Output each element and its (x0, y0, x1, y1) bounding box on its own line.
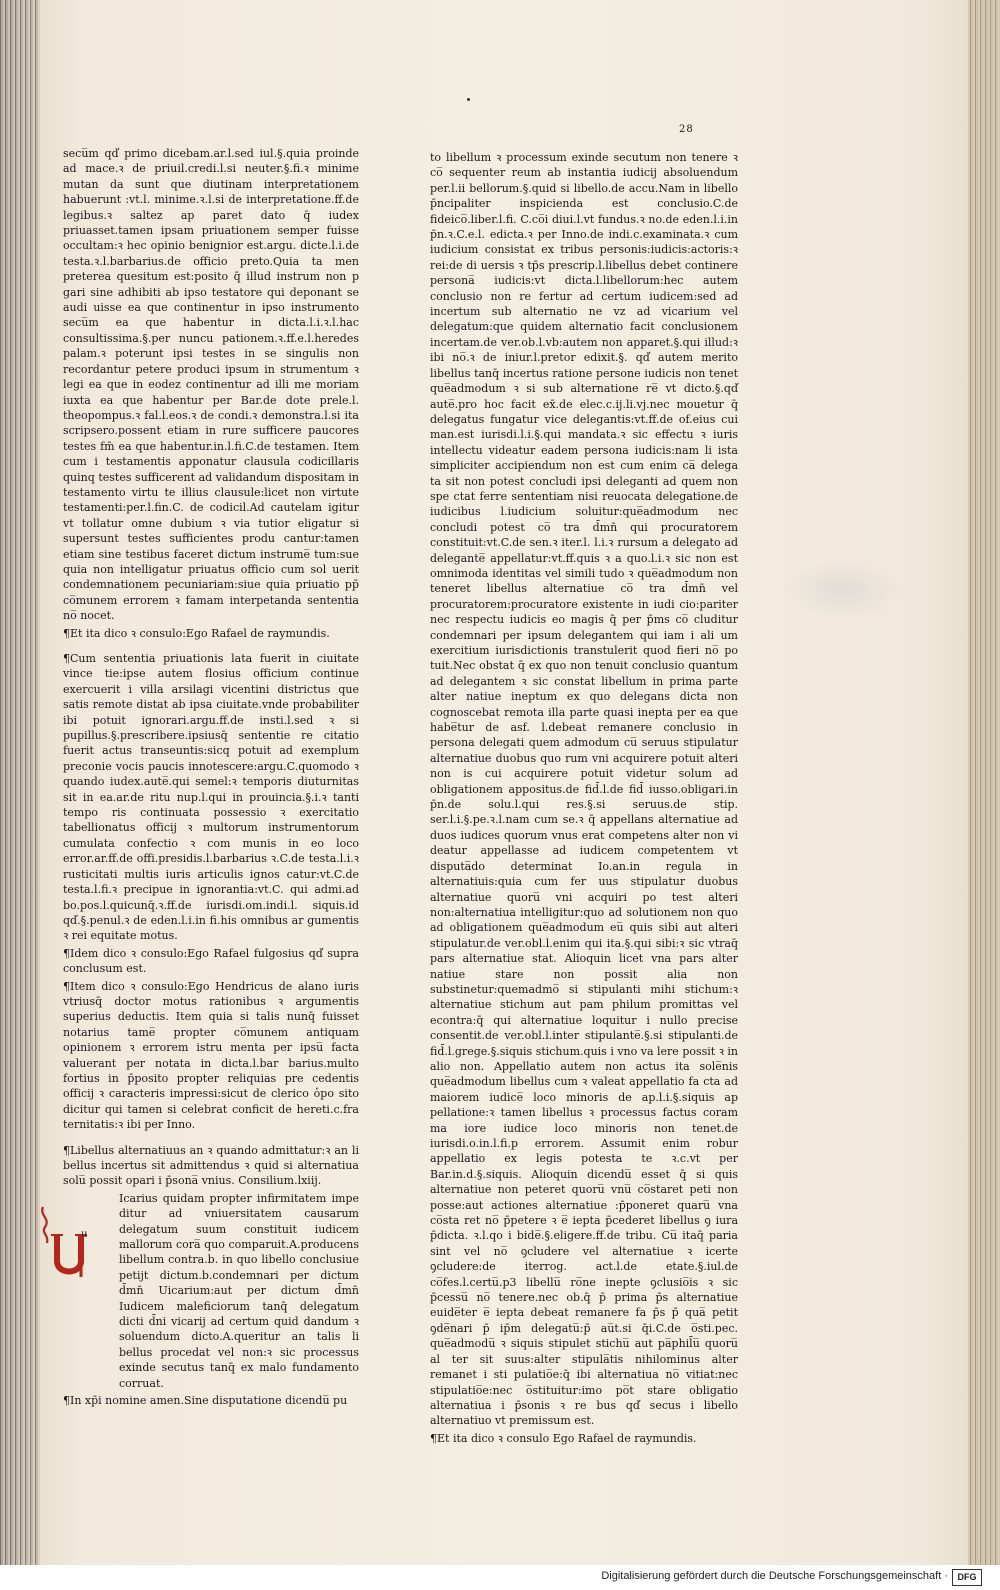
ink-dot (467, 98, 470, 101)
red-initial-u-icon (37, 1205, 97, 1283)
dfg-logo[interactable]: DFG (952, 1569, 982, 1586)
guide-letter: u (81, 1228, 88, 1240)
right-text-column (430, 150, 738, 1448)
signature-raymundis-right: ¶Et ita dico ꝛ consulo Ego Rafael de raymundis. (430, 1431, 697, 1445)
rubricated-paragraph (63, 1191, 359, 1391)
signature-raymundis: ¶Et ita dico ꝛ consulo:Ego Rafael de raymundis. (63, 626, 330, 640)
consilium-paragraph-vincentia: ¶Cum sententia priuationis lata fuerit in ciuitate vince tie:ipse autem flosius officium continue exercuerit i villa arsilagi vicentini districtus que satis remote distat ab ipsa ciuitate.vnde probabiliter ibi potuit ignorari.argu.ff.de insti.l.sed ꝛ si pupillus.§.prescribere.ipsiusq̄ sententie re citatio fuerit actus transeuntis:sicq potuit ad exemplum preconie vocis paucis innotescere:argu.C.quomodo ꝛ quando iudex.aute̅.qui semel:ꝛ temporis diuturnitas sit in ea.ar.de ritu nup.l.qui in prouincia.§.i.ꝛ tanti tempo ris continuata possessio ꝛ exercitatio tabellionatus officij ꝛ multorum instrumentorum cumulata confectio ꝛ com munis in eo loco error.ar.ff.de offi.presidis.l.barbarius ꝛ.C.de testa.l.i.ꝛ rusticitati multis iuris articulis ignos catur:vt.C.de testa.l.fi.ꝛ precipue in ignorantia:vt.C. qui admi.ad bo.pos.l.quicunq̄.ꝛ.ff.de iurisdi.om.indi.l. siquis.id qd̕.§.penul.ꝛ de eden.l.i.in fi.his omnibus ar gumentis ꝛ rei equitate motus. (63, 652, 359, 943)
consilium-heading-lxiij: ¶Libellus alternatiuus an ꝛ quando admittatur:ꝛ an li bellus incertus sit admittendus ꝛ quid si alternatiua solu̅ possit opari i p̄sona̅ vnius. Consilium.lxiij. (63, 1143, 359, 1188)
response-opening-line: ¶In xp̄i nomine amen.Sine disputatione dicendu̅ pu (63, 1394, 348, 1408)
page-stack-right-edge (968, 0, 1000, 1565)
digitization-footer (0, 1565, 1000, 1590)
footer-credit: Digitalisierung gefördert durch die Deutsche Forschungsgemeinschaft · (601, 1570, 948, 1582)
ink-bleed-through (782, 560, 902, 620)
consilium-body-paragraph: secu̅m qd̕ primo dicebam.ar.l.sed iul.§.quia proinde ad mace.ꝛ de priuil.credi.l.si neuter.§.fi.ꝛ minime mutan da sunt que diutinam interpretationem habuerunt :vt.l. minime.ꝛ.l.si de interpretatione.ff.de legibus.ꝛ saltez ap paret dato q̄ iudex priuasset.tamen ipsam priuationem semper fuisse occultam:ꝛ hec opinio benignior est.argu. dicte.l.i.de testa.ꝛ.l.barbarius.de officio preto.Quia ta men preterea quesitum est:posito q̄ illud instrum non p gari sine adhibiti ab ipso testatore qui deponant se audi uisse ea que continentur in ipso instrumento secu̅m ea que habentur in dicta.l.i.ꝛ.l.hac consultissima.§.per nuncu pationem.ꝛ.ff.e.l.heredes palam.ꝛ poterunt ipsi testes in se singulis non recordantur petere produci ipsum in strumentum ꝛ legi ea que in eodez continentur ad illi me moriam iuxta ea que habentur per Bar.de dote prele.l. theopompus.ꝛ fal.l.eos.ꝛ de condi.ꝛ demonstra.l.si ita scripsero.possent etiam in rure sufficere paucores testes fm̄ ea que habentur.in.l.fi.C.de testamen. Item cum i testamentis apponatur clausula codicillaris quinq testes sufficerent ad validandum dispositam in testamento virtu te illius clausule:licet non virtute testamenti:per.l.fin.C. de codicil.Ad cautelam igitur vt tollatur omne dubium ꝛ via tutior eligatur si supersunt testes sufficientes produ cantur:tamen etiam sine testibus faceret dictum instrume̅ tum:sue quia non intelligatur priuatus officio cum sol uerit condemnationem pecuniariam:siue quia priuatio pp̄ co̅munem errorem ꝛ famam interpetanda sententia no̅ nocet. (63, 147, 359, 623)
left-text-column (63, 146, 359, 1411)
folio-number: 28 (679, 124, 694, 135)
consilium-argument-paragraph: to libellum ꝛ processum exinde secutum non tenere ꝛ co̅ sequenter reum ab instantia iudicij absoluendum per.l.ii bellorum.§.quid si libello.de accu.Nam in libello p̄ncipaliter inspicienda est conclusio.C.de fideico̅.liber.l.fi. C.co̅i diui.l.vt fundus.ꝛ no.de eden.l.i.in p̄n.ꝛ.C.e.l. edicta.ꝛ per Inno.de indi.c.examinata.ꝛ cum iudicium consistat ex tribus personis:iudicis:actoris:ꝛ rei:de di uersis ꝛ tp̄s prescrip.l.libellus debet continere persona̅ iudicis:vt dicta.l.libellorum:hec autem conclusio non re fertur ad certum iudicem:sed ad incertum sub alternatio ne vz ad vicarium vel delegatum:que quidem alternatio facit conclusionem incertam.de ver.ob.l.vb:autem non apparet.§.qui illud:ꝛ ibi no̅.ꝛ de iniur.l.pretor edixit.§. qd̕ autem merito libellus tanq̄ incertus ratione persone iudicis non tenet que̅admodum ꝛ si sub alternatione re̅ vt dicto.§.qd̕ aute̅.pro hoc facit ex̄.de elec.c.ij.li.vj.nec mouetur q̄ delegatus fungatur vice delegantis:vt.ff.de of.eius cui man.est iurisdi.l.i.§.qui mandata.ꝛ sic effectu ꝛ iuris intellectu videatur eadem persona iudicis:nam li ista simpliciter accipiendum non est cum enim ca̅ delega ta sit non potest concludi ipsi deleganti ad quem non spe ctat ferre sententiam nisi reuocata delegatione.de iudicibus l.iudicium soluitur:que̅admodum nec concludi potest co̅ tra d̄mn̄ qui procuratorem constituit:vt.C.de sen.ꝛ iter.l. l.i.ꝛ rursum a delegato ad delegante̅ appellatur:vt.ff.quis ꝛ a quo.l.i.ꝛ sic non est omnimoda identitas vel simili tudo ꝛ que̅admodum non teneret libellus alternatiue co̅ tra d̄mn̄ vel procuratorem:procuratore existente in iudi cio:pariter nec respectu iudicis eo magis q̄ per p̄ms co̅ cluditur condemnari per ipsum delegantem qui iam i ali um exercitium iurisdictionis transtulerit quod fieri no̅ po tuit.Nec obstat q̄ ex quo non tenuit conclusio quantum ad delegantem ꝛ sic constat libellum in prima parte alter natiue ineptum ex quo delegans dicta non cognoscebat remota illa parte quasi inepta per ea que habe̅tur de asf. l.debeat remanere conclusio in persona delegati quem admodum cu̅ seruus stipulatur alternatiue duobus quo rum vni acquirere potuit alteri non is cui acquirere potuit videtur solum ad obligationem appositus.de fid̄.l.de fid̄ iusso.obligari.in p̄n.de solu.l.qui res.§.si seruus.de stip. ser.l.i.§.pe.ꝛ.l.nam cum se.ꝛ q̄ appellans alternatiue ad duos iudices quorum vnus erat competens alter non vi deatur appellasse ad iudicem competentem vt disputa̅do determinat Io.an.in regula in alternatiuis:quia cum fer uus stipulatur duobus alternatiue quoru̅ vni acquiri po test alteri non:alternatiua intelligitur:quo ad solutionem non quo ad obligationem que̅admodum eu̅ quis sibi aut alteri stipulatur.de ver.obl.l.enim qui ita.§.qui sibi:ꝛ sic vtraq̄ pars alternatiue stat. Alioquin licet vna pars alter natiue stare non possit alia non substinetur:quemadmo̅ si stipulanti mihi stichum:ꝛ alternatiue stichum aut pam philum promittas vel econtra:q̄ qui alternatiue loquitur i nullo precise consentit.de ver.obl.l.inter stipulante̅.§.si stipulanti.de fid̄.l.grege.§.siquis stichum.quis i vno va lere possit ꝛ in alio non. Appellatio autem non actus ita sole̅nis que̅admodum libellus cum ꝛ valeat appellatio fa cta ad maiorem iudice̅ loco minoris de ap.l.i.§.siquis ap pellatione:ꝛ tamen libellus ꝛ processus factus coram ma iore iudice loco minoris non tenet.de iurisdi.o.in.l.fi.p errorem. Assumit enim robur appellatio ex legis potesta te ꝛ.c.vt per Bar.in.d.§.siquis. Alioquin dicendu̅ esset q̄ si quis alternatiue non peteret quoru̅ vnu̅ co̅staret peti non posse:aut actiones alternatiue :p̄poneret quaru̅ vna co̅sta ret no̅ p̄petere ꝛ e̅ iepta p̄cederet libellus ꝯ iura p̄dicta. ꝛ.l.qo i bide̅.§.eligere.ff.de tribu. Cu̅ itaq̄ paria sint vel no̅ ꝯcludere vel alternatiue ꝛ icerte ꝯcludere:de iterrog. act.l.de etate.§.iul.de co̅fes.l.certu̅.p3 libellu̅ ro̅ne inepte ꝯclusio̅is ꝛ sic p̄cessu̅ no̅ tenere.nec ob.q̄ p̄ prima p̄s alternatiue euide̅ter e̅ iepta debeat remanere fa p̄s p̄ qua̅ petit ꝯde̅nari p̄ ip̄m delegatu̅:p̄ au̅t.si q̄i.C.de o̅sti.pec. que̅admodu̅ ꝛ siquis stipulet stichu̅ aut pa̅phil̄u̅ quoru̅ al ter sit suus:alter stipula̅tis nihilominus alter remanet i sti pulatio̅e:q̄ ibi alternatiua no̅ vitiat:nec stipulatio̅e:nec o̅stituitur:imo po̅t stare obligatio alternatiua i p̄sonis ꝛ re bus qd̕ secus i libello alternatiuo vt premissum est. (430, 151, 739, 1428)
page-stack-left-edge (0, 0, 40, 1565)
case-statement-paragraph: Icarius quidam propter infirmitatem impe ditur ad vniuersitatem causarum delegatum suum constituit iudicem mallorum cora̅ quo comparuit.A.producens libellum contra.b. in quo libello conclusiue petijt dictum.b.condemnari per dictum d̄mn̄ Uicarium:aut per dictum d̄mn̄ Iudicem maleficiorum tanq̄ delegatum dicti d̄ni vicarij ad certum quid dandum ꝛ soluendum dicto.A.queritur an talis li bellus procedat vel non:ꝛ sic processus exinde secutus tanq̄ ex malo fundamento corruat. (119, 1191, 359, 1390)
signature-alano: ¶Item dico ꝛ consulo:Ego Hendricus de alano iuris vtriusq̄ doctor motus rationibus ꝛ argumentis superius deductis. Item quia si talis nunq̄ fuisset notarius tame̅ propter co̅munem antiquam opinionem ꝛ errorem istru menta per ipsu̅ facta valuerant per notata in dicta.l.bar barius.multo fortius in p̄posito propter reliquias pre cedentis officij ꝛ caracteris impressi:sicut de clerico ὁpo sito dicitur qui tamen si celebrat conficit de hereti.c.fra ternitatis:ꝛ ibi per Inno. (63, 979, 359, 1132)
signature-fulgosius: ¶Idem dico ꝛ consulo:Ego Rafael fulgosius qd̕ supra conclusum est. (63, 946, 359, 976)
